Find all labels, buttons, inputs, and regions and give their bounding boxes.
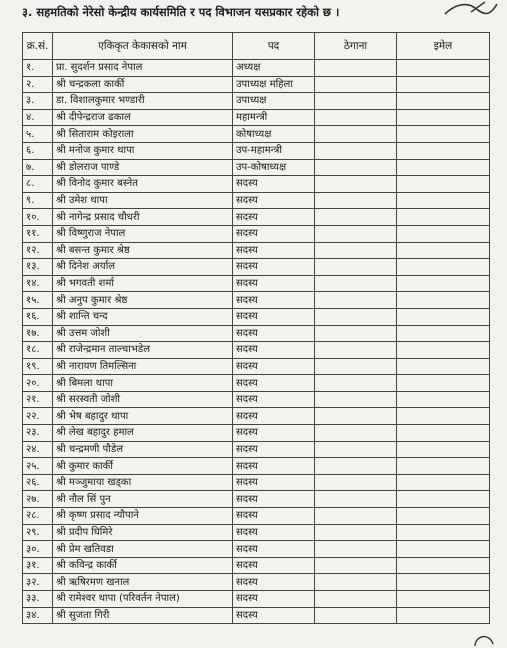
email-cell <box>397 425 490 442</box>
email-cell <box>397 176 490 193</box>
member-name-cell: श्री नारायण तिमल्सिना <box>53 358 233 375</box>
table-row <box>23 607 490 624</box>
address-cell <box>315 192 397 209</box>
serial-cell: १९. <box>23 358 53 375</box>
header-name: एकिकृत केकासको नाम <box>53 33 233 60</box>
post-cell: सदस्य <box>233 491 315 508</box>
table-row <box>23 76 490 93</box>
member-name-cell: श्री भगवती शर्मा <box>53 275 233 292</box>
table-row <box>23 458 490 475</box>
member-name-cell: श्री उमेश थापा <box>53 192 233 209</box>
header-email: इमेल <box>397 33 490 60</box>
serial-cell: २३. <box>23 425 53 442</box>
address-cell <box>315 524 397 541</box>
email-cell <box>397 541 490 558</box>
table-row <box>23 557 490 574</box>
member-name-cell: श्री सिताराम कोइराला <box>53 126 233 143</box>
table-row <box>23 425 490 442</box>
email-cell <box>397 242 490 259</box>
post-cell: सदस्य <box>233 225 315 242</box>
table-row <box>23 259 490 276</box>
post-cell: उपाध्यक्ष <box>233 93 315 110</box>
email-cell <box>397 375 490 392</box>
member-name-cell: श्री अनुप कुमार श्रेष्ठ <box>53 292 233 309</box>
email-cell <box>397 441 490 458</box>
member-name-cell: श्री सुजता गिरी <box>53 607 233 624</box>
table-row <box>23 524 490 541</box>
email-cell <box>397 60 490 77</box>
table-row <box>23 541 490 558</box>
email-cell <box>397 259 490 276</box>
post-cell: सदस्य <box>233 607 315 624</box>
email-cell <box>397 275 490 292</box>
address-cell <box>315 142 397 159</box>
member-name-cell: श्री कविन्द्र कार्की <box>53 557 233 574</box>
address-cell <box>315 126 397 143</box>
email-cell <box>397 126 490 143</box>
serial-cell: ३. <box>23 93 53 110</box>
serial-cell: २६. <box>23 474 53 491</box>
address-cell <box>315 60 397 77</box>
serial-cell: २०. <box>23 375 53 392</box>
email-cell <box>397 292 490 309</box>
post-cell: सदस्य <box>233 458 315 475</box>
address-cell <box>315 109 397 126</box>
post-cell: सदस्य <box>233 391 315 408</box>
address-cell <box>315 607 397 624</box>
serial-cell: १२. <box>23 242 53 259</box>
email-cell <box>397 574 490 591</box>
serial-cell: २. <box>23 76 53 93</box>
address-cell <box>315 159 397 176</box>
address-cell <box>315 591 397 608</box>
email-cell <box>397 491 490 508</box>
table-row <box>23 342 490 359</box>
address-cell <box>315 375 397 392</box>
table-row <box>23 491 490 508</box>
serial-cell: २९. <box>23 524 53 541</box>
address-cell <box>315 425 397 442</box>
post-cell: सदस्य <box>233 425 315 442</box>
address-cell <box>315 574 397 591</box>
serial-cell: २७. <box>23 491 53 508</box>
serial-cell: ९. <box>23 192 53 209</box>
serial-cell: ८. <box>23 176 53 193</box>
serial-cell: ११. <box>23 225 53 242</box>
table-row <box>23 176 490 193</box>
table-row <box>23 391 490 408</box>
member-name-cell: डा. विशालकुमार भण्डारी <box>53 93 233 110</box>
header-serial: क्र.सं. <box>23 33 53 60</box>
address-cell <box>315 308 397 325</box>
email-cell <box>397 109 490 126</box>
email-cell <box>397 524 490 541</box>
address-cell <box>315 541 397 558</box>
post-cell: सदस्य <box>233 541 315 558</box>
email-cell <box>397 591 490 608</box>
member-name-cell: श्री विष्णुराज नेपाल <box>53 225 233 242</box>
email-cell <box>397 391 490 408</box>
serial-cell: २४. <box>23 441 53 458</box>
serial-cell: ३३. <box>23 591 53 608</box>
address-cell <box>315 557 397 574</box>
email-cell <box>397 607 490 624</box>
table-row <box>23 574 490 591</box>
email-cell <box>397 209 490 226</box>
post-cell: सदस्य <box>233 308 315 325</box>
member-name-cell: श्री विनोद कुमार बस्नेत <box>53 176 233 193</box>
committee-table <box>22 32 490 624</box>
member-name-cell: श्री नागेन्द्र प्रसाद चौधरी <box>53 209 233 226</box>
member-name-cell: श्री मञ्जुमाया खड्का <box>53 474 233 491</box>
email-cell <box>397 225 490 242</box>
post-cell: कोषाध्यक्ष <box>233 126 315 143</box>
table-row <box>23 242 490 259</box>
table-row <box>23 209 490 226</box>
member-name-cell: श्री प्रेम खतिवडा <box>53 541 233 558</box>
address-cell <box>315 391 397 408</box>
member-name-cell: श्री रामेश्वर थापा (परिवर्तन नेपाल) <box>53 591 233 608</box>
table-row <box>23 93 490 110</box>
email-cell <box>397 358 490 375</box>
member-name-cell: श्री राजेन्द्रमान ताल्चाभडेल <box>53 342 233 359</box>
header-post: पद <box>233 33 315 60</box>
table-row <box>23 192 490 209</box>
post-cell: अध्यक्ष <box>233 60 315 77</box>
address-cell <box>315 508 397 525</box>
serial-cell: ४. <box>23 109 53 126</box>
serial-cell: ५. <box>23 126 53 143</box>
address-cell <box>315 275 397 292</box>
serial-cell: २५. <box>23 458 53 475</box>
serial-cell: १०. <box>23 209 53 226</box>
post-cell: सदस्य <box>233 358 315 375</box>
post-cell: उपाध्यक्ष महिला <box>233 76 315 93</box>
member-name-cell: श्री चन्द्रमणी पौडेल <box>53 441 233 458</box>
address-cell <box>315 491 397 508</box>
table-row <box>23 474 490 491</box>
email-cell <box>397 342 490 359</box>
member-name-cell: श्री दीपेन्द्रराज ढकाल <box>53 109 233 126</box>
email-cell <box>397 325 490 342</box>
email-cell <box>397 458 490 475</box>
member-name-cell: श्री नौल सिं पुन <box>53 491 233 508</box>
member-name-cell: श्री कृष्ण प्रसाद न्यौपाने <box>53 508 233 525</box>
member-name-cell: श्री ऋषिरमण खनाल <box>53 574 233 591</box>
member-name-cell: श्री लेख बहादुर हमाल <box>53 425 233 442</box>
post-cell: सदस्य <box>233 242 315 259</box>
table-row <box>23 441 490 458</box>
email-cell <box>397 557 490 574</box>
member-name-cell: श्री दिनेश अर्याल <box>53 259 233 276</box>
address-cell <box>315 292 397 309</box>
post-cell: सदस्य <box>233 275 315 292</box>
header-address: ठेगाना <box>315 33 397 60</box>
serial-cell: २२. <box>23 408 53 425</box>
email-cell <box>397 93 490 110</box>
post-cell: सदस्य <box>233 209 315 226</box>
post-cell: सदस्य <box>233 176 315 193</box>
serial-cell: ३४. <box>23 607 53 624</box>
member-name-cell: श्री प्रदीप घिमिरे <box>53 524 233 541</box>
table-row <box>23 375 490 392</box>
section-heading: ३. सहमतिको नेरेसो केन्द्रीय कार्यसमिति र पद विभाजन यसप्रकार रहेको छ । <box>22 5 340 19</box>
serial-cell: २८. <box>23 508 53 525</box>
serial-cell: २१. <box>23 391 53 408</box>
address-cell <box>315 176 397 193</box>
member-name-cell: श्री बसन्त कुमार श्रेष्ठ <box>53 242 233 259</box>
member-name-cell: श्री शान्ति चन्द <box>53 308 233 325</box>
post-cell: सदस्य <box>233 325 315 342</box>
address-cell <box>315 474 397 491</box>
email-cell <box>397 408 490 425</box>
post-cell: सदस्य <box>233 591 315 608</box>
signature-scribble <box>441 0 501 22</box>
table-row <box>23 408 490 425</box>
serial-cell: ३२. <box>23 574 53 591</box>
table-row <box>23 142 490 159</box>
member-name-cell: श्री मनोज कुमार थापा <box>53 142 233 159</box>
address-cell <box>315 76 397 93</box>
email-cell <box>397 159 490 176</box>
post-cell: सदस्य <box>233 557 315 574</box>
table-row <box>23 109 490 126</box>
post-cell: सदस्य <box>233 508 315 525</box>
serial-cell: १३. <box>23 259 53 276</box>
corner-mark <box>469 628 499 648</box>
serial-cell: १. <box>23 60 53 77</box>
address-cell <box>315 325 397 342</box>
member-name-cell: श्री सरस्वती जोशी <box>53 391 233 408</box>
email-cell <box>397 192 490 209</box>
post-cell: उप-कोषाध्यक्ष <box>233 159 315 176</box>
post-cell: सदस्य <box>233 524 315 541</box>
table-row <box>23 126 490 143</box>
post-cell: सदस्य <box>233 574 315 591</box>
email-cell <box>397 508 490 525</box>
email-cell <box>397 308 490 325</box>
address-cell <box>315 441 397 458</box>
address-cell <box>315 259 397 276</box>
address-cell <box>315 408 397 425</box>
table-row <box>23 225 490 242</box>
address-cell <box>315 225 397 242</box>
serial-cell: १७. <box>23 325 53 342</box>
member-name-cell: श्री कुमार कार्की <box>53 458 233 475</box>
address-cell <box>315 209 397 226</box>
table-row <box>23 159 490 176</box>
serial-cell: ७. <box>23 159 53 176</box>
table-body <box>23 60 490 624</box>
post-cell: सदस्य <box>233 474 315 491</box>
post-cell: सदस्य <box>233 342 315 359</box>
member-name-cell: प्रा. सुदर्शन प्रसाद नेपाल <box>53 60 233 77</box>
post-cell: महामन्त्री <box>233 109 315 126</box>
table-row <box>23 60 490 77</box>
serial-cell: १६. <box>23 308 53 325</box>
post-cell: सदस्य <box>233 259 315 276</box>
serial-cell: १८. <box>23 342 53 359</box>
email-cell <box>397 76 490 93</box>
email-cell <box>397 474 490 491</box>
post-cell: सदस्य <box>233 292 315 309</box>
email-cell <box>397 142 490 159</box>
serial-cell: १५. <box>23 292 53 309</box>
address-cell <box>315 458 397 475</box>
table-row <box>23 508 490 525</box>
post-cell: उप-महामन्त्री <box>233 142 315 159</box>
post-cell: सदस्य <box>233 441 315 458</box>
post-cell: सदस्य <box>233 375 315 392</box>
serial-cell: ३०. <box>23 541 53 558</box>
post-cell: सदस्य <box>233 192 315 209</box>
address-cell <box>315 93 397 110</box>
member-name-cell: श्री डोलराज पाण्डे <box>53 159 233 176</box>
table-row <box>23 308 490 325</box>
table-row <box>23 591 490 608</box>
member-name-cell: श्री चन्द्रकला कार्की <box>53 76 233 93</box>
table-row <box>23 292 490 309</box>
serial-cell: १४. <box>23 275 53 292</box>
address-cell <box>315 358 397 375</box>
address-cell <box>315 242 397 259</box>
member-name-cell: श्री भेष बहादुर थापा <box>53 408 233 425</box>
address-cell <box>315 342 397 359</box>
table-header-row <box>23 33 490 60</box>
member-name-cell: श्री उत्तम जोशी <box>53 325 233 342</box>
table-row <box>23 325 490 342</box>
serial-cell: ६. <box>23 142 53 159</box>
table-row <box>23 358 490 375</box>
table-row <box>23 275 490 292</box>
serial-cell: ३१. <box>23 557 53 574</box>
member-name-cell: श्री बिमला थापा <box>53 375 233 392</box>
post-cell: सदस्य <box>233 408 315 425</box>
